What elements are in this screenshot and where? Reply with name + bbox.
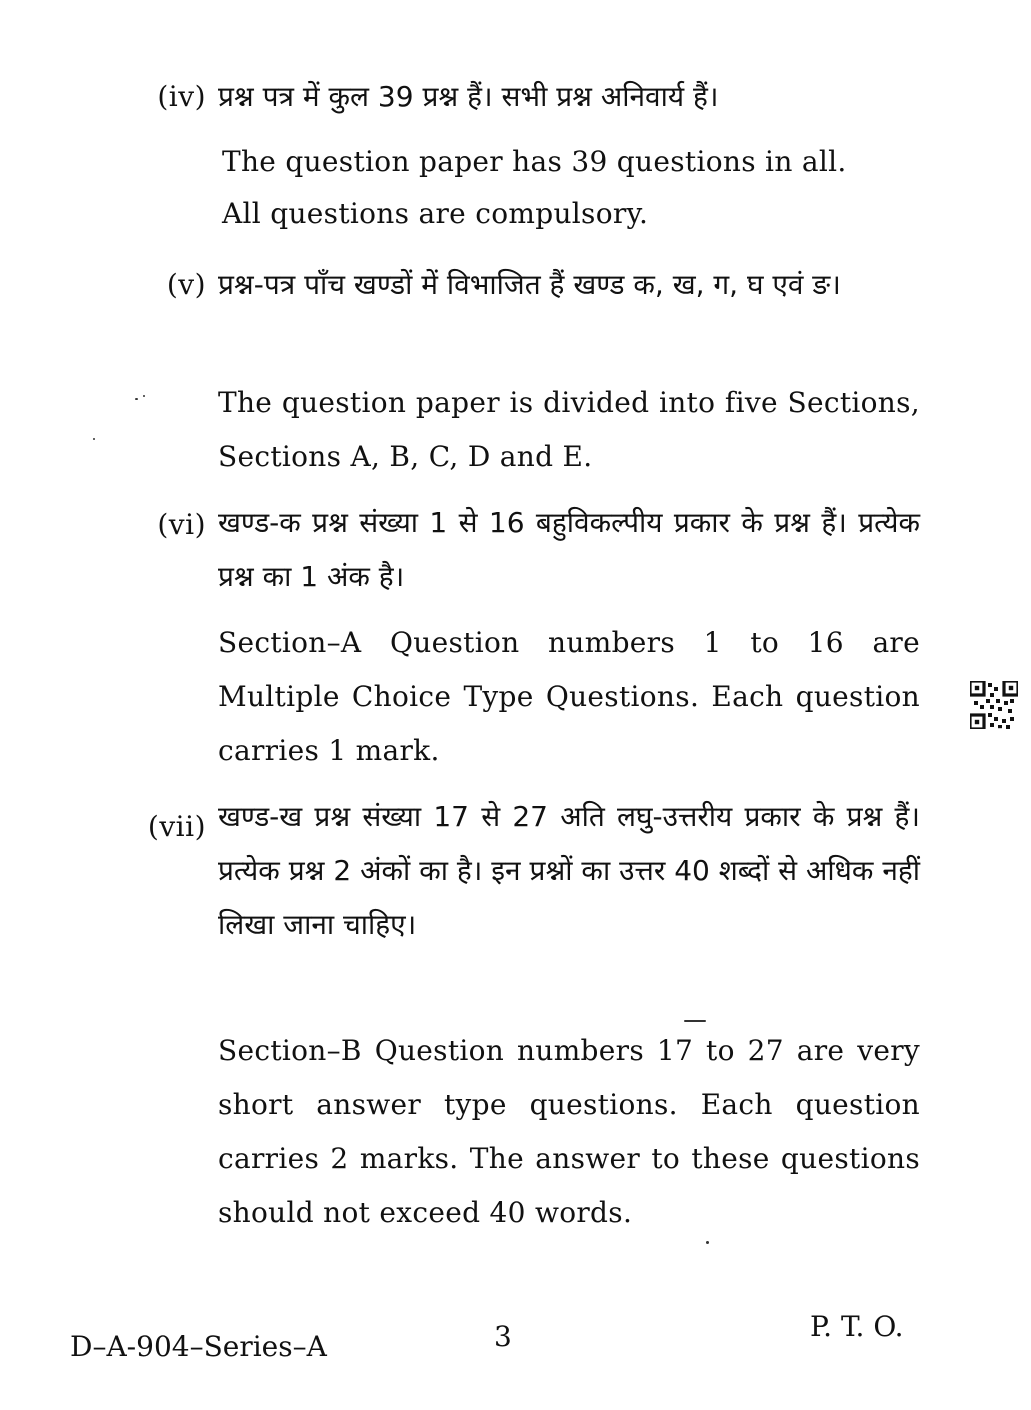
item-vi-hindi: खण्ड-क प्रश्न संख्या 1 से 16 बहुविकल्पीय प्रकार के प्रश्न हैं। प्रत्येक प्रश्न का 1 अंक है। [218,506,920,593]
item-vi-english: Section–A Question numbers 1 to 16 are Multiple Choice Type Questions. Each question carries 1 mark. [218,626,920,767]
item-number-iv: (iv) [157,80,206,113]
footer-page-number: 3 [494,1320,512,1353]
item-number-vii: (vii) [147,810,206,843]
item-number-vi: (vi) [157,508,206,541]
item-iv-english-line-1: The question paper has 39 questions in all. [222,145,847,178]
footer-pto: P. T. O. [810,1310,904,1343]
scan-speck [706,1241,709,1244]
qr-code-icon [970,681,1018,729]
scan-speck [93,438,95,440]
scan-speck [135,398,138,400]
item-iv-english-line-2: All questions are compulsory. [222,197,649,230]
scan-speck [143,395,145,397]
item-iv-hindi: प्रश्न पत्र में कुल 39 प्रश्न हैं। सभी प्रश्न अनिवार्य हैं। [218,80,719,113]
item-vii-hindi: खण्ड-ख प्रश्न संख्या 17 से 27 अति लघु-उत्तरीय प्रकार के प्रश्न हैं। प्रत्येक प्रश्न 2 अंकों का है। इन प्रश्नों का उत्तर 40 शब्दों से अधिक नहीं लिखा जाना चाहिए। [218,800,920,941]
item-number-v: (v) [166,268,206,301]
scan-speck [684,1020,706,1022]
item-vii-english: Section–B Question numbers 17 to 27 are very short answer type questions. Each question carries 2 marks. The answer to these questions should not exceed 40 words. [218,1034,920,1229]
item-v-english: The question paper is divided into five Sections, Sections A, B, C, D and E. [218,386,920,473]
footer-paper-code: D–A-904–Series–A [70,1330,327,1363]
item-v-hindi: प्रश्न-पत्र पाँच खण्डों में विभाजित हैं खण्ड क, ख, ग, घ एवं ङ। [218,268,841,301]
